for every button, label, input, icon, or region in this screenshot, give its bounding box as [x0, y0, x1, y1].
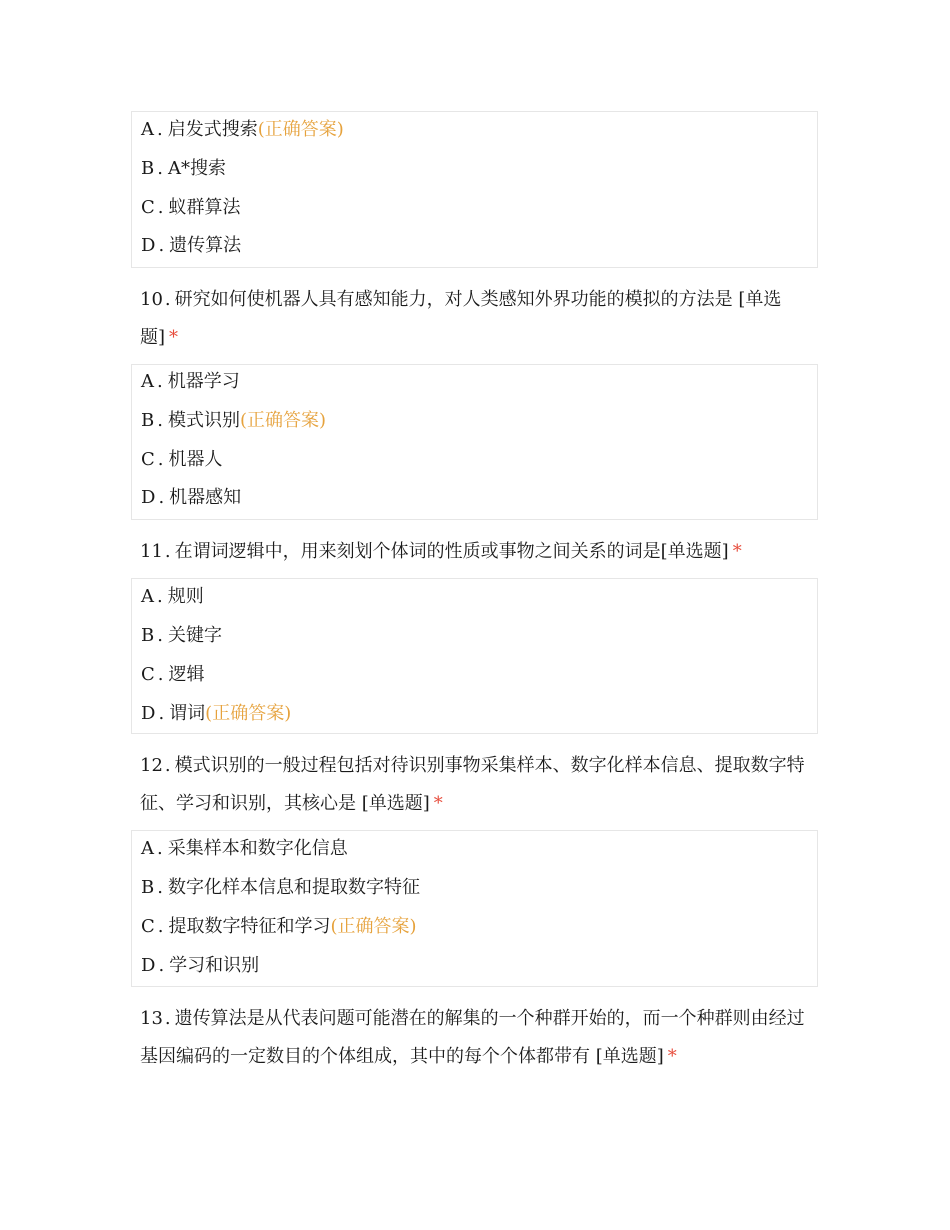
question-separator: .: [164, 541, 171, 562]
option-c[interactable]: [141, 915, 417, 939]
question-number: 13: [140, 1008, 163, 1029]
option-text: A*搜索: [167, 158, 226, 179]
option-a[interactable]: [141, 118, 344, 142]
option-a[interactable]: [141, 585, 204, 609]
option-letter: D: [141, 703, 156, 724]
option-text: 机器感知: [169, 487, 242, 508]
option-separator: .: [157, 664, 164, 685]
option-text: 数字化样本信息和提取数字特征: [167, 877, 420, 898]
option-separator: .: [157, 449, 164, 470]
options-box-q11: [131, 578, 818, 734]
question-text: 在谓词逻辑中，用来刻划个体词的性质或事物之间关系的词是[单选题]: [174, 541, 729, 562]
question-number: 12: [140, 755, 163, 776]
option-separator: .: [157, 158, 163, 179]
option-text: 学习和识别: [169, 955, 260, 976]
option-d[interactable]: [141, 486, 241, 510]
option-d[interactable]: [141, 954, 259, 978]
option-separator: .: [157, 371, 163, 392]
option-separator: .: [157, 197, 164, 218]
question-text: 遗传算法是从代表问题可能潜在的解集的一个种群开始的，而一个种群则由经过基因编码的一定数目的个体组成，其中的每个个体都带有 [单选题]: [140, 1008, 805, 1067]
question-13-title: [140, 1000, 812, 1076]
option-separator: .: [157, 916, 164, 937]
option-separator: .: [158, 487, 165, 508]
correct-answer-label: (正确答案): [330, 916, 417, 937]
option-letter: D: [141, 487, 156, 508]
required-mark: *: [732, 541, 742, 562]
option-text: 启发式搜索: [167, 119, 258, 140]
option-letter: D: [141, 235, 156, 256]
option-d[interactable]: [141, 234, 241, 258]
option-text: 机器学习: [167, 371, 240, 392]
option-letter: D: [141, 955, 156, 976]
option-text: 逻辑: [168, 664, 205, 685]
correct-answer-label: (正确答案): [257, 119, 344, 140]
option-separator: .: [157, 625, 163, 646]
required-mark: *: [667, 1046, 677, 1067]
option-text: 采集样本和数字化信息: [167, 838, 348, 859]
option-c[interactable]: [141, 196, 241, 220]
options-box-q12: [131, 830, 818, 987]
options-box-q10: [131, 364, 818, 520]
option-text: 模式识别: [167, 410, 240, 431]
option-letter: B: [141, 410, 155, 431]
option-letter: C: [141, 449, 155, 470]
question-11-title: [140, 533, 812, 571]
option-separator: .: [157, 119, 163, 140]
option-a[interactable]: [141, 837, 348, 861]
option-separator: .: [157, 410, 163, 431]
required-mark: *: [433, 793, 443, 814]
option-letter: B: [141, 877, 155, 898]
option-separator: .: [158, 235, 165, 256]
question-10-title: [140, 281, 812, 357]
option-text: 谓词: [169, 703, 206, 724]
option-text: 遗传算法: [169, 235, 242, 256]
option-letter: B: [141, 158, 155, 179]
option-c[interactable]: [141, 663, 205, 687]
correct-answer-label: (正确答案): [205, 703, 292, 724]
option-separator: .: [158, 955, 165, 976]
option-b[interactable]: [141, 157, 226, 181]
correct-answer-label: (正确答案): [239, 410, 327, 431]
question-number: 10: [140, 289, 163, 310]
option-b[interactable]: [141, 876, 420, 900]
option-text: 规则: [167, 586, 204, 607]
option-separator: .: [157, 877, 163, 898]
question-separator: .: [164, 289, 171, 310]
question-12-title: [140, 747, 812, 823]
question-number: 11: [140, 541, 163, 562]
option-b[interactable]: [141, 409, 326, 433]
option-separator: .: [157, 586, 163, 607]
option-letter: A: [141, 838, 154, 859]
option-letter: A: [141, 586, 154, 607]
option-letter: C: [141, 664, 155, 685]
option-letter: A: [141, 119, 154, 140]
question-text: 模式识别的一般过程包括对待识别事物采集样本、数字化样本信息、提取数字特征、学习和识别，其核心是 [单选题]: [140, 755, 805, 814]
required-mark: *: [169, 327, 179, 348]
option-separator: .: [157, 838, 163, 859]
options-box-q9: [131, 111, 818, 268]
question-separator: .: [164, 755, 171, 776]
option-letter: A: [141, 371, 154, 392]
option-text: 关键字: [167, 625, 222, 646]
option-letter: C: [141, 916, 155, 937]
question-text: 研究如何使机器人具有感知能力，对人类感知外界功能的模拟的方法是 [单选题]: [140, 289, 782, 348]
option-text: 机器人: [168, 449, 223, 470]
option-c[interactable]: [141, 448, 223, 472]
option-text: 提取数字特征和学习: [168, 916, 331, 937]
question-separator: .: [164, 1008, 171, 1029]
option-letter: B: [141, 625, 155, 646]
option-separator: .: [158, 703, 165, 724]
option-text: 蚁群算法: [168, 197, 241, 218]
option-a[interactable]: [141, 370, 240, 394]
option-d[interactable]: [141, 702, 291, 726]
option-letter: C: [141, 197, 155, 218]
option-b[interactable]: [141, 624, 222, 648]
